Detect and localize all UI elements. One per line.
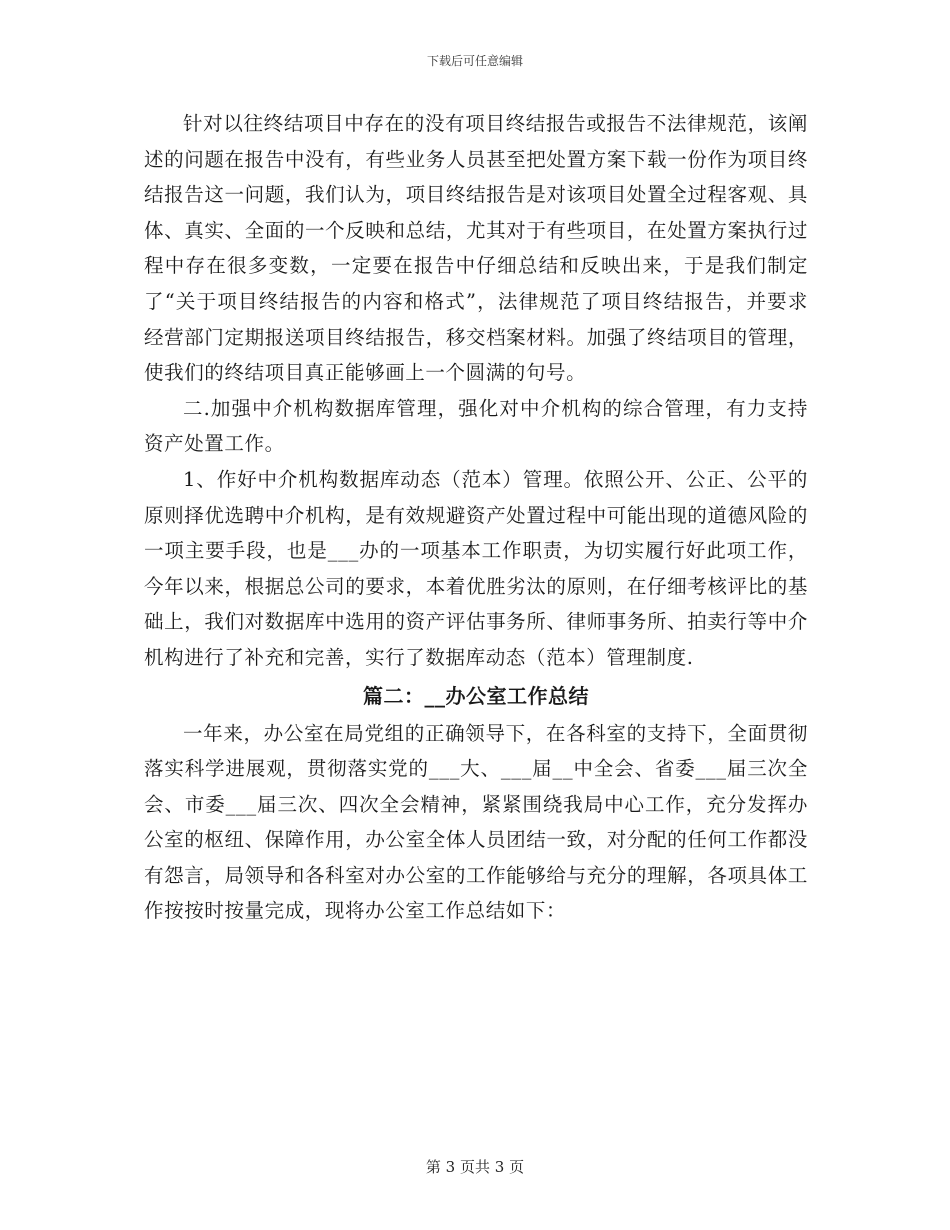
document-body [144, 106, 808, 929]
paragraph-section-two: 二.加强中介机构数据库管理，强化对中介机构的综合管理，有力支持资产处置工作。 [144, 396, 808, 456]
page-header: 下载后可任意编辑 [426, 54, 523, 68]
paragraph-intermediary-database: 1、作好中介机构数据库动态（范本）管理。依照公开、公正、公平的原则择优选聘中介机构，是有效规避资产处置过程中可能出现的道德风险的一项主要手段，也是___办的一项基本工作职责，为切实履行好此项工作，今年以来，根据总公司的要求，本着优胜劣汰的原则，在仔细考核评比的基础上，我们对数据库中选用的资产评估事务所、律师事务所、拍卖行等中介机构进行了补充和完善，实行了数据库动态（范本）管理制度. [144, 467, 808, 669]
paragraph-project-report: 针对以往终结项目中存在的没有项目终结报告或报告不法律规范，该阐述的问题在报告中没有，有些业务人员甚至把处置方案下载一份作为项目终结报告这一问题，我们认为，项目终结报告是对该项目处置全过程客观、具体、真实、全面的一个反映和总结，尤其对于有些项目，在处置方案执行过程中存在很多变数，一定要在报告中仔细总结和反映出来，于是我们制定了“关于项目终结报告的内容和格式”，法律规范了项目终结报告，并要求经营部门定期报送项目终结报告，移交档案材料。加强了终结项目的管理，使我们的终结项目真正能够画上一个圆满的句号。 [144, 112, 808, 385]
section-title: 篇二：__办公室工作总结 [363, 683, 589, 708]
paragraph-office-summary: 一年来，办公室在局党组的正确领导下，在各科室的支持下，全面贯彻落实科学进展观，贯彻落实党的___大、___届__中全会、省委___届三次全会、市委___届三次、四次全会精神，紧紧围绕我局中心工作，充分发挥办公室的枢纽、保障作用，办公室全体人员团结一致，对分配的任何工作都没有怨言，局领导和各科室对办公室的工作能够给与充分的理解，各项具体工作按按时按量完成，现将办公室工作总结如下： [144, 721, 808, 923]
page-footer: 第 3 页共 3 页 [425, 1158, 525, 1176]
